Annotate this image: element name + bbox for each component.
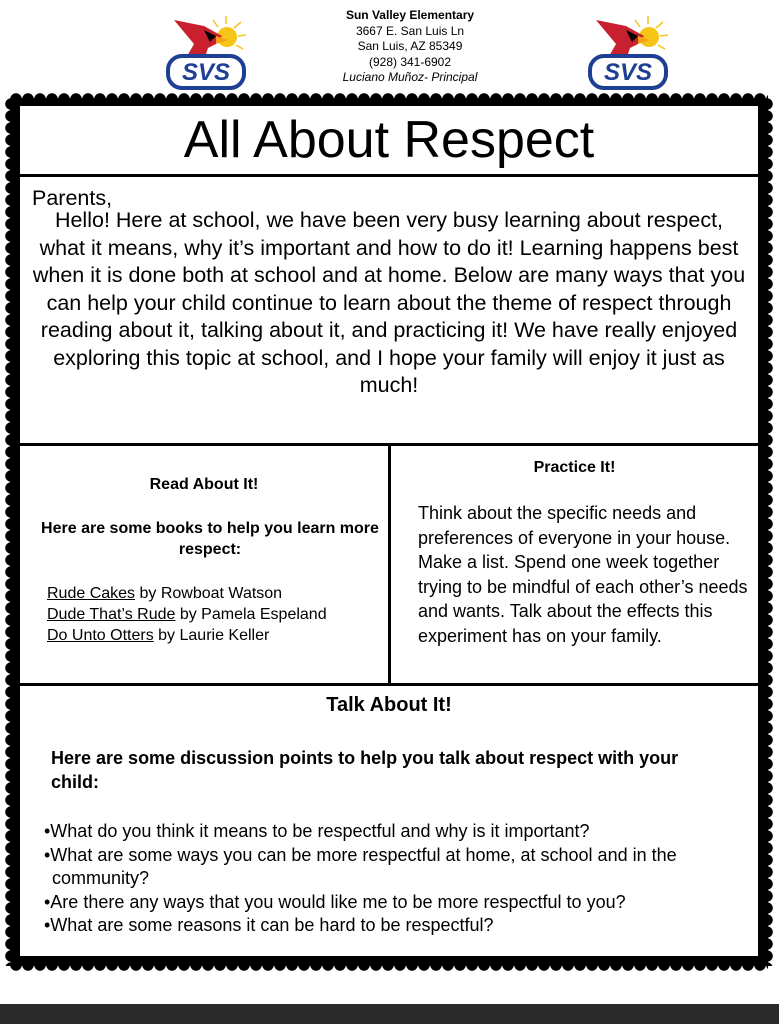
intro-paragraph: Hello! Here at school, we have been very busy learning about respect, what it means, why it’s important and how to do it! Learning happens best when it is done both at school and at home. Below are many ways that you can help your child continue to learn about the theme of respect through reading about it, talking about it, and practicing it! We have really enjoyed exploring this topic at school, and I hope your family will enjoy it just as much! [32,208,746,397]
practice-it-panel [391,446,758,683]
page-title: All About Respect [20,106,758,177]
letterhead [0,0,779,100]
book-title: Dude That’s Rude [47,606,176,623]
cardinal-logo-icon [586,14,670,98]
scallop-edge-left [5,98,17,966]
greeting: Parents, [32,186,113,210]
book-title: Do Unto Otters [47,627,154,644]
book-author: by Pamela Espeland [175,606,327,623]
read-about-it-panel [20,446,391,683]
intro-section [20,177,758,446]
book-item [47,604,327,625]
cardinal-logo-icon [164,14,248,98]
discussion-point: •Are there any ways that you would like me to be more respectful to you? [44,891,626,912]
address-line-1: 3667 E. San Luis Ln [355,23,465,38]
discussion-point: •What are some ways you can be more respectful at home, at school and in the community? [44,844,677,888]
discussion-points [44,820,744,938]
scallop-edge-bottom [10,959,768,971]
two-column-section [20,446,758,686]
book-list [47,583,327,646]
logo-text: SVS [603,59,653,86]
scallop-edge-top [10,93,768,105]
talk-heading: Talk About It! [326,694,452,716]
talk-subheading: Here are some discussion points to help you talk about respect with your child: [51,748,679,792]
book-title: Rude Cakes [47,585,136,602]
practice-paragraph: Think about the specific needs and preferences of everyone in your house. Make a list. Spend one week together trying to be mindful of each other’s needs and wants. Talk about the effects this experiment has on your family. [418,503,748,646]
discussion-point: •What are some reasons it can be hard to be respectful? [44,915,494,935]
logo-text: SVS [181,59,231,86]
practice-heading: Practice It! [533,459,616,476]
read-heading: Read About It! [149,476,259,493]
newsletter-body [20,106,758,956]
viewer-bottom-bar [0,1004,779,1024]
book-item [47,625,327,646]
book-item [47,583,327,604]
scallop-edge-right [761,98,773,966]
principal-name: Luciano Muñoz- Principal [342,70,478,84]
discussion-point: •What do you think it means to be respectful and why is it important? [44,821,590,841]
address-line-2: San Luis, AZ 85349 [357,39,463,53]
school-contact-block [290,8,530,86]
phone-number: (928) 341-6902 [368,54,452,69]
school-name: Sun Valley Elementary [345,8,475,22]
book-author: by Laurie Keller [153,627,270,644]
book-author: by Rowboat Watson [135,585,283,602]
read-subheading: Here are some books to help you learn more respect: [41,520,379,558]
talk-about-it-section [20,686,758,956]
